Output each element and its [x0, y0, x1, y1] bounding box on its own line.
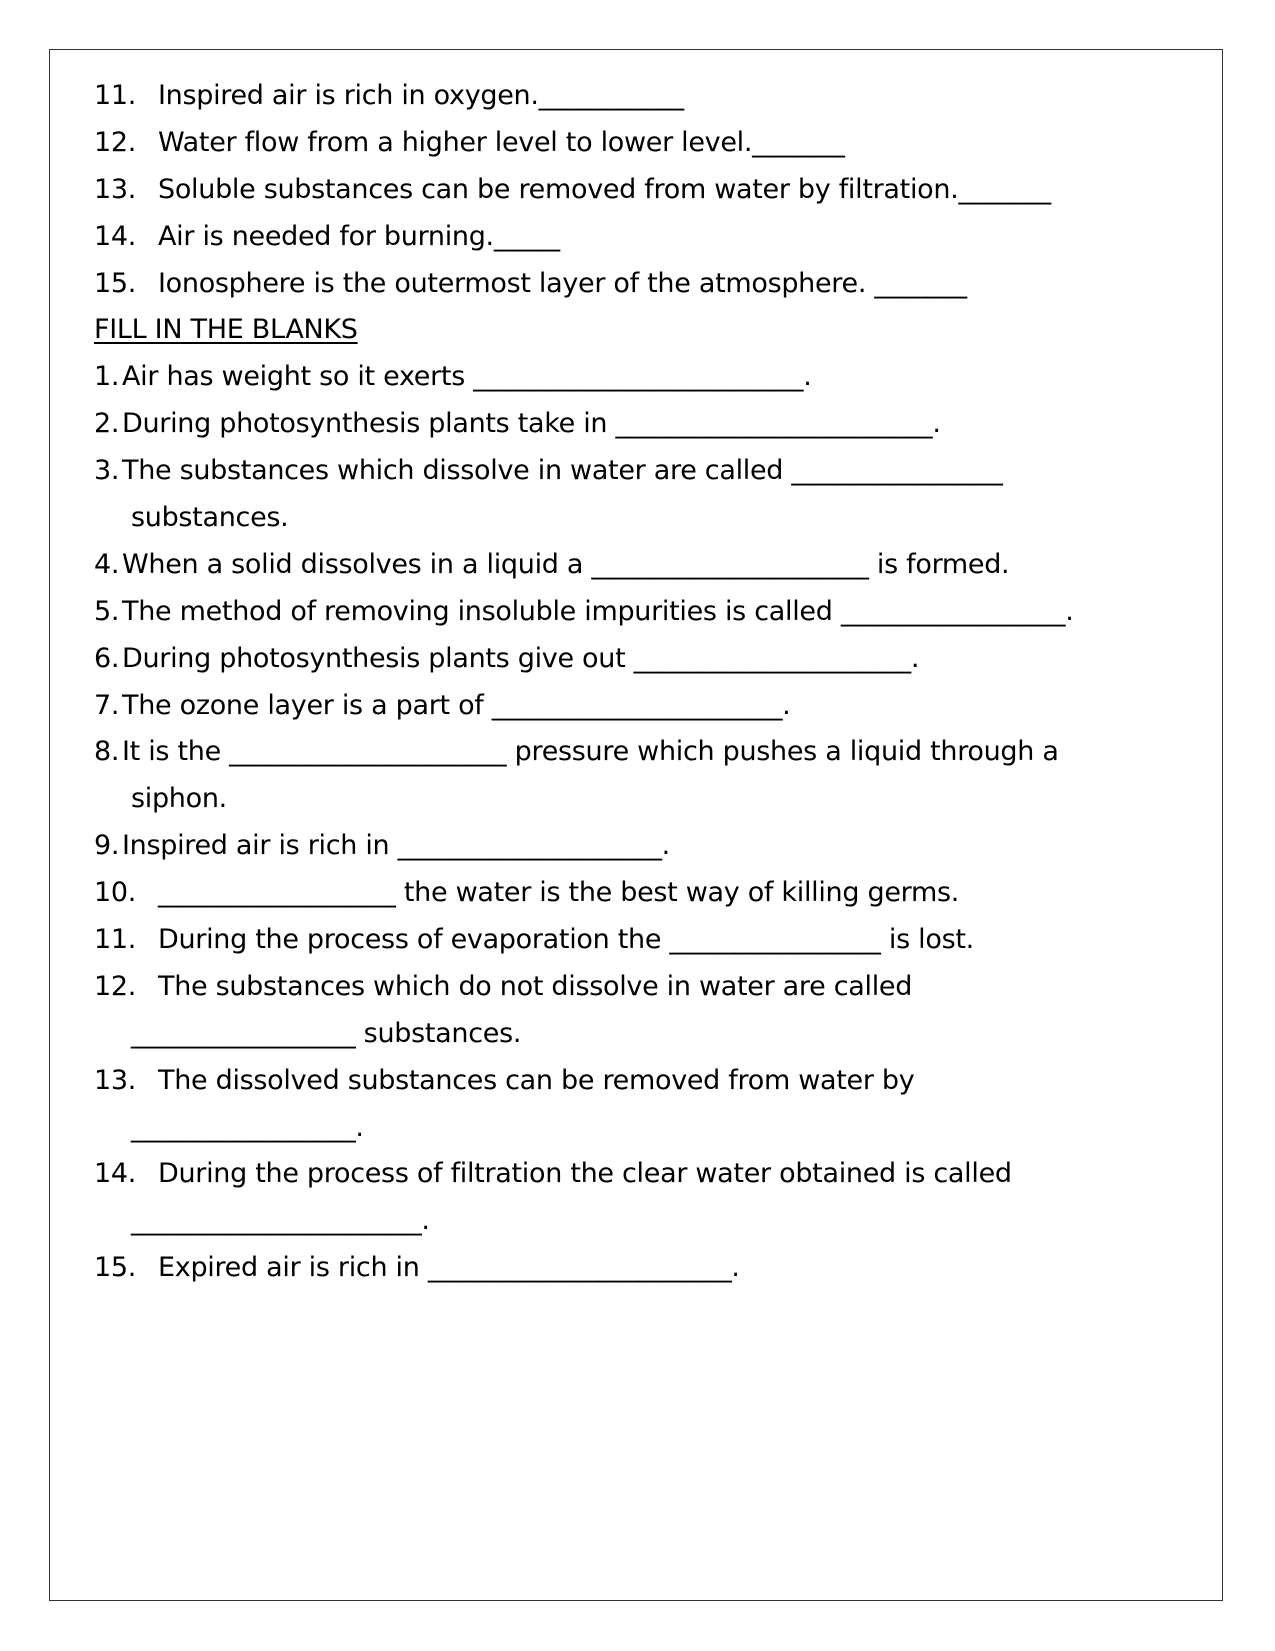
blank-item [94, 729, 1204, 776]
item-text: The ozone layer is a part of ______________________. [122, 689, 791, 721]
item-number: 5. [94, 595, 120, 627]
item-text: When a solid dissolves in a liquid a _____________________ is formed. [122, 548, 1010, 580]
item-text: The substances which dissolve in water are called ________________ [122, 455, 1003, 487]
blank-item [94, 542, 1204, 589]
statement-item [94, 120, 1204, 167]
item-number: 13. [94, 173, 137, 205]
statement-item [94, 167, 1204, 214]
item-number: 9. [94, 830, 120, 862]
item-number: 11. [94, 924, 137, 956]
item-continuation: siphon. [131, 783, 227, 815]
blank-item [94, 354, 1204, 401]
blank-item [94, 964, 1204, 1011]
item-continuation: _________________ substances. [131, 1017, 522, 1049]
blank-item [94, 823, 1204, 870]
item-text: The dissolved substances can be removed from water by [158, 1064, 915, 1096]
blank-item [94, 401, 1204, 448]
blank-item [94, 448, 1204, 495]
item-continuation: substances. [131, 502, 289, 534]
blank-item [94, 1151, 1204, 1198]
item-number: 7. [94, 689, 120, 721]
item-text: The method of removing insoluble impurities is called _________________. [122, 595, 1074, 627]
item-text: Inspired air is rich in ____________________. [122, 830, 670, 862]
blank-item [94, 870, 1204, 917]
section-heading: FILL IN THE BLANKS [94, 314, 358, 346]
item-text: Inspired air is rich in oxygen.___________ [158, 80, 684, 111]
item-text: It is the _____________________ pressure which pushes a liquid through a [122, 736, 1059, 768]
item-number: 3. [94, 455, 120, 487]
item-text: During the process of filtration the clear water obtained is called [158, 1158, 1012, 1190]
item-text: Ionosphere is the outermost layer of the atmosphere. _______ [158, 267, 967, 299]
blank-item [94, 1058, 1204, 1105]
item-number: 2. [94, 408, 120, 440]
item-text: During photosynthesis plants give out _____________________. [122, 642, 920, 674]
item-number: 13. [94, 1064, 137, 1096]
item-number: 11. [94, 80, 137, 111]
statement-item [94, 261, 1204, 308]
item-number: 4. [94, 548, 120, 580]
item-number: 14. [94, 1158, 137, 1190]
item-text: Expired air is rich in _______________________. [158, 1252, 740, 1284]
item-text: Air is needed for burning._____ [158, 220, 560, 252]
blank-item [94, 683, 1204, 730]
item-text: During the process of evaporation the ________________ is lost. [158, 924, 974, 956]
item-number: 14. [94, 220, 137, 252]
item-text: Air has weight so it exerts _________________________. [122, 361, 812, 393]
statement-item [94, 214, 1204, 261]
item-number: 1. [94, 361, 120, 393]
blank-item [94, 1245, 1204, 1292]
blank-item [94, 636, 1204, 683]
worksheet-content [94, 73, 1204, 1292]
blank-item [94, 589, 1204, 636]
item-number: 15. [94, 267, 137, 299]
item-text: During photosynthesis plants take in ________________________. [122, 408, 941, 440]
statement-item [94, 73, 1204, 120]
item-text: Soluble substances can be removed from water by filtration._______ [158, 173, 1051, 205]
item-number: 15. [94, 1252, 137, 1284]
item-text: Water flow from a higher level to lower level._______ [158, 126, 845, 158]
item-continuation: ______________________. [131, 1205, 430, 1237]
blank-item [94, 917, 1204, 964]
item-continuation: _________________. [131, 1111, 364, 1143]
item-number: 12. [94, 126, 137, 158]
item-number: 12. [94, 970, 137, 1002]
item-number: 10. [94, 877, 137, 909]
item-text: The substances which do not dissolve in water are called [158, 970, 913, 1002]
item-number: 8. [94, 736, 120, 768]
item-text: __________________ the water is the best way of killing germs. [158, 877, 960, 909]
item-number: 6. [94, 642, 120, 674]
